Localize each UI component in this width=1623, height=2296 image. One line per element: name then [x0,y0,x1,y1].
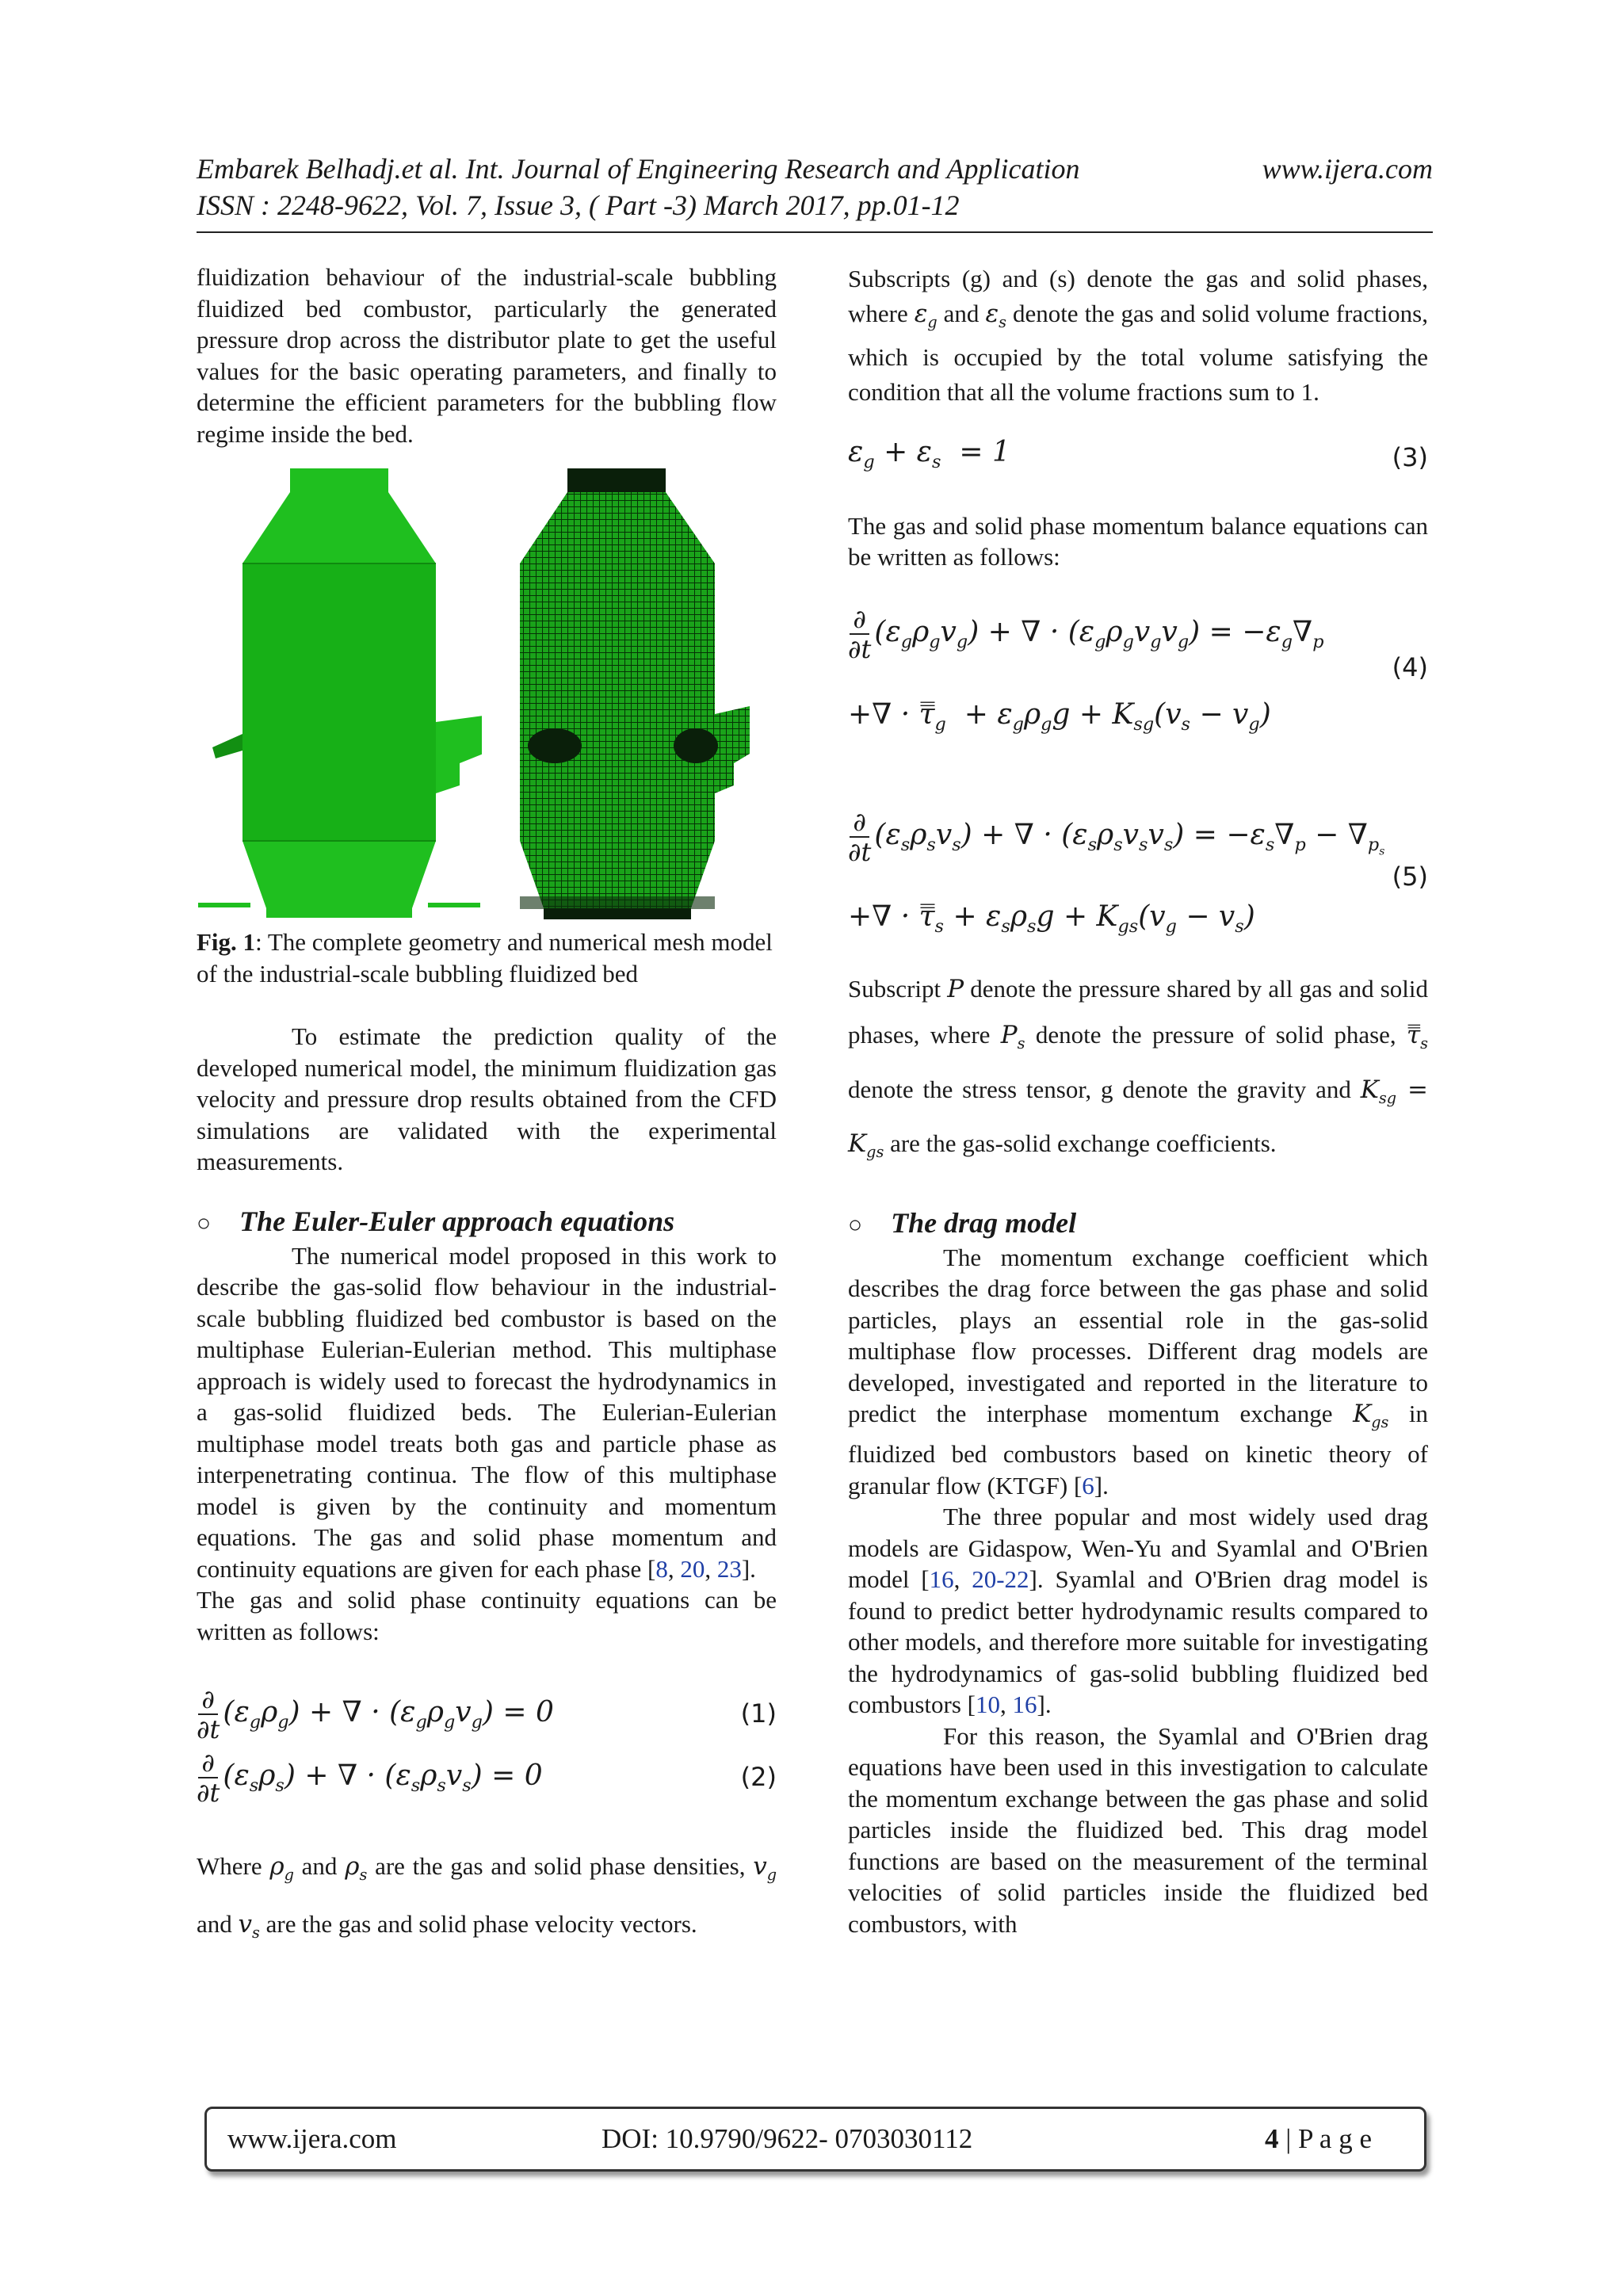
subscripts-paragraph: Subscripts (g) and (s) denote the gas and solid phases, where $\varepsilon_g$ and $\varepsilon_s$ denote the gas and solid volume fractions, which is occupied by the total volume satisfying the condition that all the volume fractions sum to 1. [848,265,1428,407]
header-issn: ISSN : 2248-9622, Vol. 7, Issue 3, ( Part -3) March 2017, pp.01-12 [197,189,960,221]
drag-paragraph-1: The momentum exchange coefficient which describes the drag force between the gas phase and solid particles, plays an essential role in the gas-solid multiphase flow processes. Different drag models are developed, investigated and reported in the literature to predict the interphase momentum exchange $K_{gs}$ in fluidized bed combustors based on kinetic theory of granular flow (KTGF) [6]. [848,1243,1429,1499]
equation-5: $\frac{\partial}{\partial t}$ $(\varepsilon_s\rho_sv_s)$ + ∇ · $(\varepsilon_s\rho_sv_sv_s) = -\varepsilon_s\nabla_p - \nabla_{p_s}$ (5) +∇ · $\tau̿_s + \varepsilon_s\rho_sg + K_{gs}(v_g - v_s)$ [848,807,1428,937]
estimate-paragraph: To estimate the prediction quality of the developed numerical model, the minimum fluidization gas velocity and pressure drop results obtained from the CFD simulations are validated with the experimental measurements. [197,1022,777,1175]
equation-4: $\frac{\partial}{\partial t}$ $(\varepsilon_g\rho_gv_g)$ + ∇ · $(\varepsilon_g\rho_gv_gv_g) = -\varepsilon_g\nabla_p$ (4) +∇ · $\tau̿_g + \varepsilon_g\rho_gg + K_{sg}(v_s - v_g)$ [848,603,1428,735]
continuity-intro: The gas and solid phase continuity equations can be written as follows: [197,1586,777,1645]
euler-paragraph: The numerical model proposed in this work to describe the gas-solid flow behaviour in the industrial-scale bubbling fluidized bed combustor is based on the multiphase Eulerian-Eulerian method. This multiphase approach is widely used to forecast the hydrodynamics in a gas-solid fluidized beds. The Eulerian-Eulerian multiphase model treats both gas and particle phase as interpenetrating continua. The flow of this multiphase model is given by the continuity and momentum equations. The gas and solid phase momentum and continuity equations are given for each phase [8, 20, 23]. [197,1241,777,1583]
header-rule [197,231,1433,233]
section-heading-drag [848,1206,1428,1242]
ref-link[interactable]: 6 [1082,1471,1094,1499]
where-paragraph: Where $\rho_g$ and $\rho_s$ are the gas and solid phase densities, $v_g$ and $v_s$ are the gas and solid phase velocity vectors. [197,1852,777,1943]
equation-number: (2) [740,1762,777,1793]
left-column [197,262,777,1958]
caption-label: Fig. 1 [197,928,256,956]
section-title-euler: The Euler-Euler approach equations [239,1205,675,1237]
ref-link[interactable]: 20 [680,1554,705,1583]
section-title-drag: The drag model [891,1206,1077,1239]
ref-link[interactable]: 16 [1012,1690,1037,1719]
ref-link[interactable]: 23 [716,1554,742,1583]
equation-3: $\varepsilon_g + \varepsilon_s = 1$ (3) [848,436,1428,473]
equation-number: (4) [1392,651,1428,682]
ref-link[interactable]: 10 [976,1690,1001,1719]
equation-2: $\frac{\partial}{\partial t}$ $(\varepsilon_s\rho_s)$ + ∇ · $(\varepsilon_s\rho_sv_s) = 0$ (2) [197,1748,777,1808]
footer-doi: DOI: 10.9790/9622- 0703030112 [601,2123,973,2154]
pressure-paragraph: Subscript P denote the pressure shared by all gas and solid phases, where $P_s$ denote the pressure of solid phase, $\tau̿_s$ denote the stress tensor, g denote the gravity and $K_{sg} = K_{gs}$ are the gas-solid exchange coefficients. [848,975,1429,1161]
page-number: 4 [1265,2123,1279,2154]
running-header [197,151,1433,223]
mesh-model-image [491,468,777,926]
drag-paragraph-3: For this reason, the Syamlal and O'Brien drag equations have been used in this investigation to calculate the momentum exchange between the gas phase and solid particles inside the fluidized bed. This drag model functions are based on the measurement of the terminal velocities of solid particles inside the fluidized bed combustors, with [848,1721,1428,1938]
bullet-icon: ○ [848,1211,863,1238]
ref-link[interactable]: 16 [929,1565,954,1594]
page-footer [204,2107,1426,2172]
ref-link[interactable]: 20-22 [972,1565,1029,1594]
geometry-model-image [197,468,482,926]
equation-number: (5) [1392,861,1428,892]
header-website[interactable]: www.ijera.com [1262,153,1433,185]
drag-paragraph-2: The three popular and most widely used drag models are Gidaspow, Wen-Yu and Syamlal and O'Brien model [16, 20-22]. Syamlal and O'Brien drag model is found to predict better hydrodynamic results compared to other models, and therefore more suitable for investigating the hydrodynamics of gas-solid bubbling fluidized bed combustors [10, 16]. [848,1503,1428,1719]
caption-text: : The complete geometry and numerical mesh model of the industrial-scale bubbling fluidized bed [197,928,773,988]
figure-caption [197,926,777,989]
right-column [848,262,1428,1939]
page-label: | P a g e [1278,2123,1372,2154]
equation-number: (3) [1392,441,1428,472]
figure-1 [197,468,777,926]
bullet-icon: ○ [197,1209,212,1236]
header-citation: Embarek Belhadj.et al. Int. Journal of Engineering Research and Application [197,153,1080,185]
equation-1: $\frac{\partial}{\partial t}$ $(\varepsilon_g\rho_g)$ + ∇ · $(\varepsilon_g\rho_gv_g) = 0$ (1) [197,1684,777,1744]
footer-page [1265,2123,1372,2155]
equation-number: (1) [740,1698,777,1729]
footer-website[interactable]: www.ijera.com [227,2123,397,2154]
intro-paragraph: fluidization behaviour of the industrial-scale bubbling fluidized bed combustor, particularly the generated pressure drop across the distributor plate to get the useful values for the basic operating parameters, and finally to determine the efficient parameters for the bubbling flow regime inside the bed. [197,263,777,448]
section-heading-euler [197,1205,777,1240]
ref-link[interactable]: 8 [655,1554,668,1583]
momentum-intro: The gas and solid phase momentum balance equations can be written as follows: [848,511,1428,571]
